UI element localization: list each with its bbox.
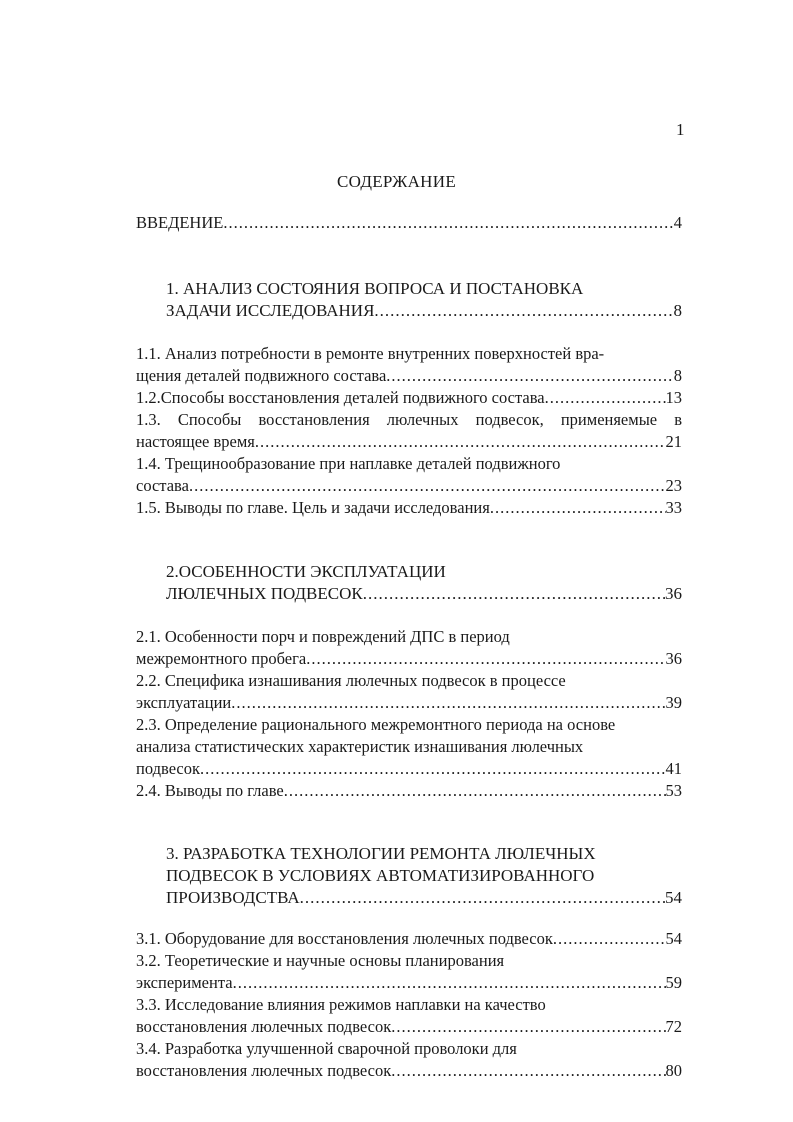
toc-entry-2-2-line1: 2.2. Специфика изнашивания люлечных подвесок в процессе	[136, 671, 566, 690]
toc-entry-page: 39	[665, 693, 682, 712]
toc-entry-page: 53	[665, 781, 682, 800]
toc-entry-intro[interactable]	[136, 212, 682, 234]
toc-entry-2-3-line2: анализа статистических характеристик изнашивания люлечных	[136, 737, 584, 756]
toc-entry-label: 2.4. Выводы по главе	[136, 781, 284, 800]
toc-entry-1-4[interactable]	[136, 475, 682, 497]
page-title: СОДЕРЖАНИЕ	[336, 172, 457, 191]
toc-entry-label: настоящее время	[136, 432, 255, 451]
toc-entry-label: 1.5. Выводы по главе. Цель и задачи исследования	[136, 498, 490, 517]
toc-entry-label: ЗАДАЧИ ИССЛЕДОВАНИЯ	[166, 301, 375, 320]
toc-entry-label: подвесок	[136, 759, 201, 778]
toc-leader	[284, 780, 666, 802]
toc-leader	[223, 212, 673, 234]
toc-entry-page: 54	[665, 929, 682, 948]
toc-leader	[391, 1016, 665, 1038]
toc-entry-page: 54	[665, 888, 682, 907]
toc-leader	[231, 692, 665, 714]
toc-leader	[363, 583, 665, 605]
toc-entry-label: ЛЮЛЕЧНЫХ ПОДВЕСОК	[166, 584, 363, 603]
toc-leader	[490, 497, 666, 519]
toc-entry-label: восстановления люлечных подвесок	[136, 1017, 392, 1036]
page-number: 1	[676, 120, 685, 139]
toc-entry-3-2-line1: 3.2. Теоретические и научные основы планирования	[136, 951, 505, 970]
toc-leader	[233, 972, 666, 994]
chapter-2-heading-line1: 2.ОСОБЕННОСТИ ЭКСПЛУАТАЦИИ	[166, 562, 446, 581]
toc-entry-label: ПРОИЗВОДСТВА	[166, 888, 300, 907]
toc-entry-label: состава	[136, 476, 189, 495]
chapter-1-heading-line1: 1. АНАЛИЗ СОСТОЯНИЯ ВОПРОСА И ПОСТАНОВКА	[166, 279, 584, 298]
toc-leader	[545, 387, 666, 409]
toc-entry-1-2[interactable]	[136, 387, 682, 409]
toc-entry-label: ВВЕДЕНИЕ	[136, 213, 224, 232]
toc-entry-page: 36	[665, 649, 682, 668]
toc-leader	[306, 648, 665, 670]
toc-entry-page: 72	[665, 1017, 682, 1036]
toc-leader	[374, 300, 673, 322]
toc-entry-1-5[interactable]	[136, 497, 682, 519]
toc-entry-3-4-line1: 3.4. Разработка улучшенной сварочной проволоки для	[136, 1039, 517, 1058]
toc-entry-page: 4	[673, 213, 682, 232]
toc-leader	[386, 365, 673, 387]
toc-leader	[300, 887, 665, 909]
toc-entry-page: 80	[665, 1061, 682, 1080]
toc-entry-page: 23	[665, 476, 682, 495]
toc-entry-page: 8	[673, 301, 682, 320]
toc-entry-2-3-line1: 2.3. Определение рационального межремонтного периода на основе	[136, 715, 616, 734]
toc-entry-2-1-line1: 2.1. Особенности порч и повреждений ДПС в период	[136, 627, 510, 646]
toc-entry-3-3[interactable]	[136, 1016, 682, 1038]
toc-leader	[200, 758, 665, 780]
toc-entry-page: 13	[665, 388, 682, 407]
toc-entry-page: 36	[665, 584, 682, 603]
toc-leader	[553, 928, 666, 950]
toc-entry-2-3[interactable]	[136, 758, 682, 780]
chapter-3-heading-line1: 3. РАЗРАБОТКА ТЕХНОЛОГИИ РЕМОНТА ЛЮЛЕЧНЫХ	[166, 844, 596, 863]
toc-entry-label: эксперимента	[136, 973, 233, 992]
toc-entry-page: 59	[665, 973, 682, 992]
toc-entry-chapter-3[interactable]	[166, 887, 682, 909]
toc-entry-label: межремонтного пробега	[136, 649, 307, 668]
toc-leader	[391, 1060, 665, 1082]
toc-entry-label: щения деталей подвижного состава	[136, 366, 387, 385]
toc-entry-page: 8	[673, 366, 682, 385]
toc-entry-page: 21	[665, 432, 682, 451]
toc-entry-label: 3.1. Оборудование для восстановления люлечных подвесок	[136, 929, 553, 948]
toc-entry-chapter-2[interactable]	[166, 583, 682, 605]
toc-entry-label: 1.2.Способы восстановления деталей подвижного состава	[136, 388, 545, 407]
toc-entry-3-4[interactable]	[136, 1060, 682, 1082]
toc-entry-label: эксплуатации	[136, 693, 232, 712]
toc-leader	[189, 475, 666, 497]
toc-entry-label: восстановления люлечных подвесок	[136, 1061, 392, 1080]
toc-entry-1-1[interactable]	[136, 365, 682, 387]
toc-entry-chapter-1[interactable]	[166, 300, 682, 322]
toc-entry-1-3[interactable]	[136, 431, 682, 453]
toc-entry-1-4-line1: 1.4. Трещинообразование при наплавке деталей подвижного	[136, 454, 561, 473]
toc-entry-2-2[interactable]	[136, 692, 682, 714]
toc-entry-3-3-line1: 3.3. Исследование влияния режимов наплавки на качество	[136, 995, 546, 1014]
toc-entry-page: 41	[665, 759, 682, 778]
toc-entry-3-1[interactable]	[136, 928, 682, 950]
toc-leader	[255, 431, 666, 453]
chapter-3-heading-line2: ПОДВЕСОК В УСЛОВИЯХ АВТОМАТИЗИРОВАННОГО	[166, 866, 595, 885]
toc-entry-page: 33	[665, 498, 682, 517]
toc-entry-1-3-line1: 1.3. Способы восстановления люлечных подвесок, применяемые в	[136, 410, 682, 429]
toc-entry-3-2[interactable]	[136, 972, 682, 994]
toc-entry-2-1[interactable]	[136, 648, 682, 670]
toc-entry-2-4[interactable]	[136, 780, 682, 802]
toc-entry-1-1-line1: 1.1. Анализ потребности в ремонте внутренних поверхностей вра-	[136, 344, 605, 363]
